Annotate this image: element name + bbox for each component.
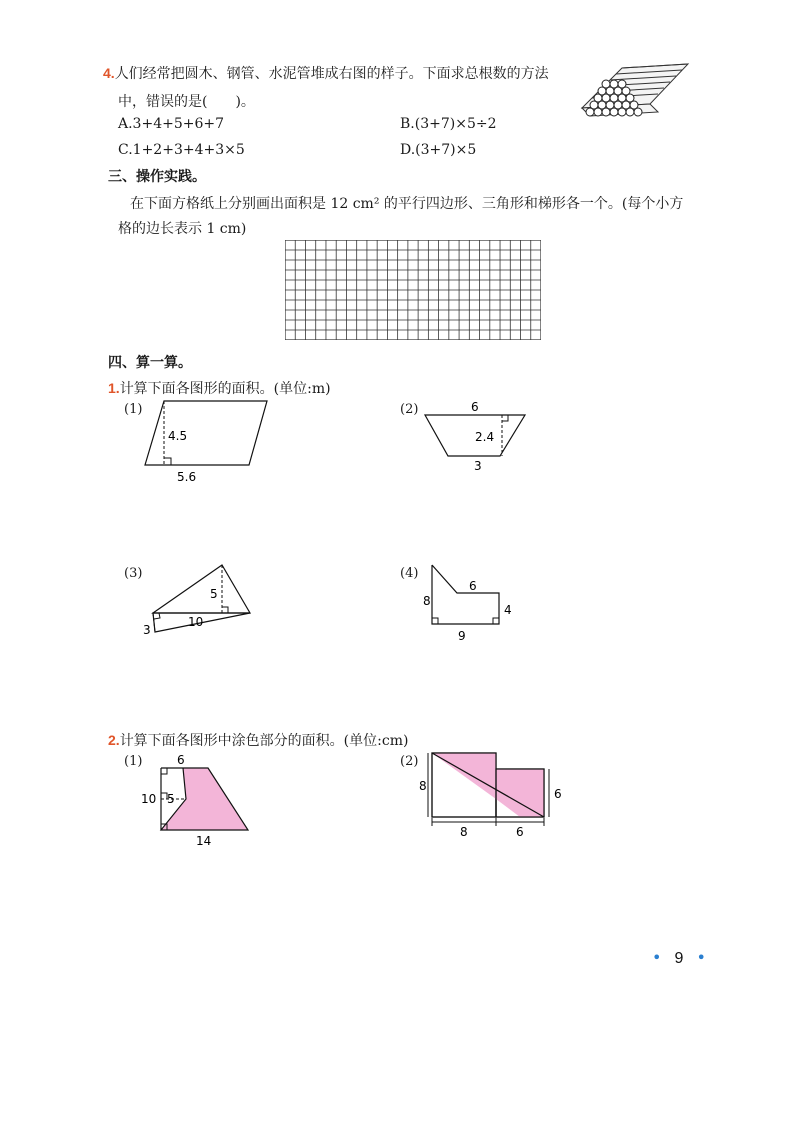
q4-stem-line2: 中，错误的是( )。 bbox=[118, 94, 255, 110]
trapezoid-figure bbox=[420, 398, 530, 478]
shaded2-left-height-label: 8 bbox=[419, 779, 427, 793]
triangle-base-label: 10 bbox=[188, 615, 204, 629]
composite-left-label: 8 bbox=[423, 594, 431, 608]
section3-instruction-line1: 在下面方格纸上分别画出面积是 12 cm² 的平行四边形、三角形和梯形各一个。(每个小方 bbox=[130, 196, 684, 212]
q1-number: 1. bbox=[108, 380, 120, 396]
trapezoid-height-label: 2.4 bbox=[475, 430, 495, 444]
page-number: 9 bbox=[674, 950, 684, 967]
q4-option-c[interactable]: C.1+2+3+4+3×5 bbox=[118, 142, 245, 158]
q1-text: 计算下面各图形的面积。(单位:m) bbox=[119, 381, 331, 397]
shaded1-bottom-label: 14 bbox=[196, 834, 212, 848]
fig2-2-label: (2) bbox=[400, 754, 419, 769]
fig1-1-label: (1) bbox=[124, 402, 143, 417]
shaded-figure-2 bbox=[416, 748, 566, 843]
shaded-figure-1 bbox=[138, 752, 258, 852]
composite-bottom-label: 9 bbox=[458, 629, 466, 643]
composite-figure bbox=[415, 560, 525, 645]
q4-stem-line1 bbox=[103, 63, 549, 83]
parallelogram-height-label: 4.5 bbox=[168, 429, 188, 443]
composite-right-label: 4 bbox=[504, 603, 512, 617]
shaded1-top-label: 6 bbox=[177, 753, 185, 767]
fig1-3-label: (3) bbox=[124, 566, 143, 581]
composite-top-label: 6 bbox=[469, 579, 477, 593]
shaded1-inner-label: 5 bbox=[167, 792, 175, 806]
section4-title: 四、算一算。 bbox=[108, 355, 192, 371]
q2-text: 计算下面各图形中涂色部分的面积。(单位:cm) bbox=[119, 733, 409, 749]
page-number-block bbox=[652, 948, 706, 968]
section3-instruction-line2: 格的边长表示 1 cm) bbox=[118, 221, 247, 237]
shaded1-left-label: 10 bbox=[141, 792, 157, 806]
shaded2-right-width-label: 6 bbox=[516, 825, 524, 839]
triangle-height-label: 5 bbox=[210, 587, 218, 601]
fig2-1-label: (1) bbox=[124, 754, 143, 769]
shaded2-left-width-label: 8 bbox=[460, 825, 468, 839]
trapezoid-bottom-label: 3 bbox=[474, 459, 482, 473]
q2-heading bbox=[108, 730, 408, 750]
shaded2-right-height-label: 6 bbox=[554, 787, 562, 801]
q4-stem-text: 人们经常把圆木、钢管、水泥管堆成右图的样子。下面求总根数的方法 bbox=[114, 66, 549, 82]
q4-option-d[interactable]: D.(3+7)×5 bbox=[400, 142, 477, 158]
q4-number: 4. bbox=[103, 65, 115, 81]
q4-option-b[interactable]: B.(3+7)×5÷2 bbox=[400, 116, 497, 132]
page-dot-right: • bbox=[696, 948, 706, 967]
fig1-4-label: (4) bbox=[400, 566, 419, 581]
pipe-stack-picture bbox=[578, 50, 698, 122]
fig1-2-label: (2) bbox=[400, 402, 419, 417]
page-dot-left: • bbox=[652, 948, 662, 967]
parallelogram-figure bbox=[140, 395, 270, 485]
q4-option-a[interactable]: A.3+4+5+6+7 bbox=[118, 116, 225, 132]
q2-number: 2. bbox=[108, 732, 120, 748]
triangle-small-height-label: 3 bbox=[143, 623, 151, 637]
parallelogram-base-label: 5.6 bbox=[177, 470, 197, 484]
section3-title: 三、操作实践。 bbox=[108, 169, 206, 185]
grid-paper[interactable] bbox=[285, 240, 541, 340]
trapezoid-top-label: 6 bbox=[471, 400, 479, 414]
triangle-figure bbox=[140, 560, 260, 640]
